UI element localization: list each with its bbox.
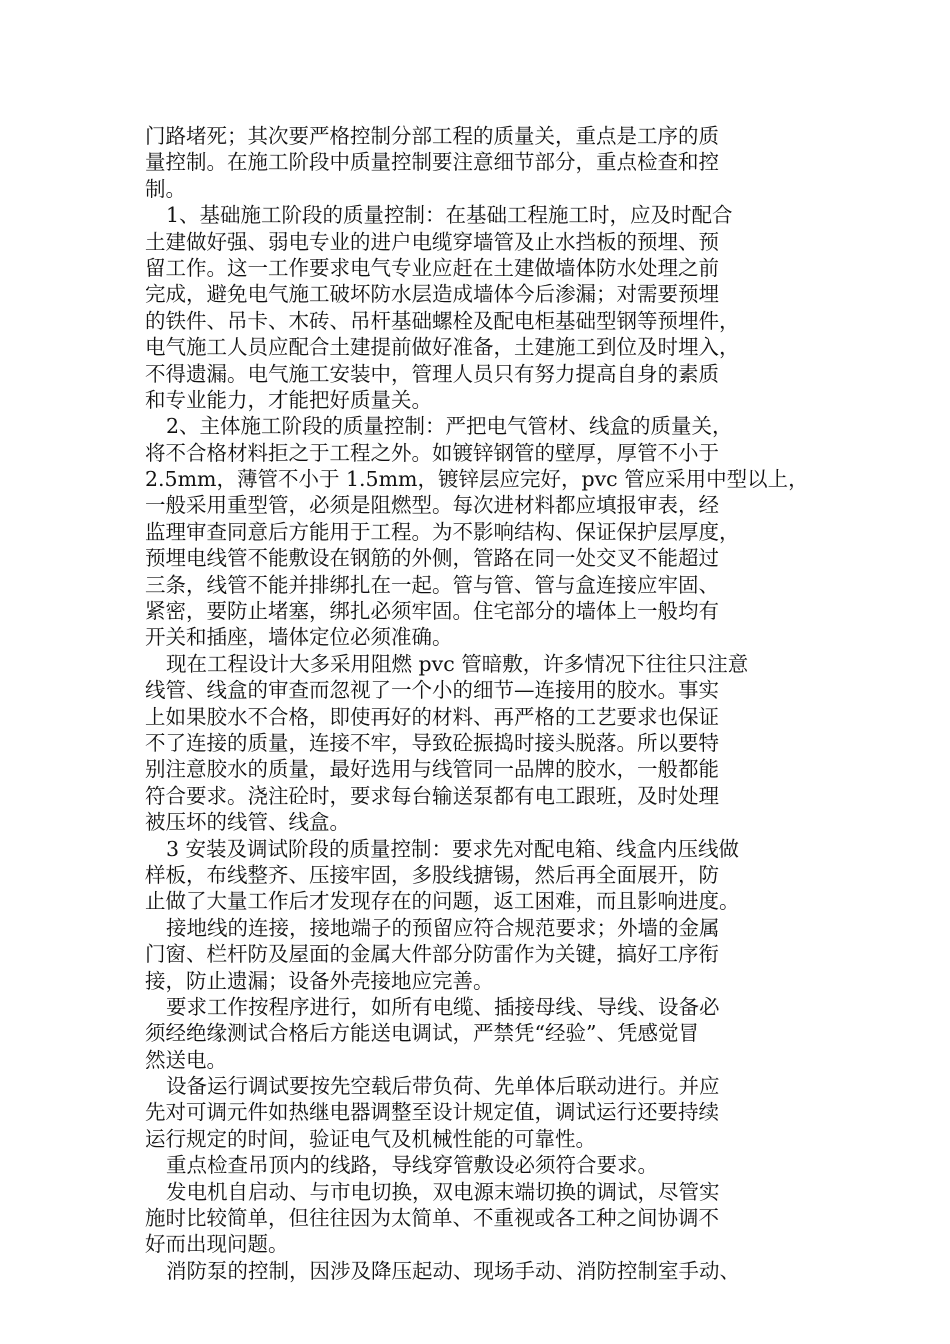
text-line: 止做了大量工作后才发现存在的问题，返工困难，而且影响进度。 [145,889,740,914]
text-line: 设备运行调试要按先空载后带负荷、先单体后联动进行。并应 [166,1074,720,1099]
text-line: 别注意胶水的质量，最好选用与线管同一品牌的胶水，一般都能 [145,757,719,782]
text-line: 监理审查同意后方能用于工程。为不影响结构、保证保护层厚度， [145,519,740,544]
text-line: 留工作。这一工作要求电气专业应赶在土建做墙体防水处理之前 [145,255,719,280]
text-line: 样板，布线整齐、压接牢固，多股线搪锡，然后再全面展开，防 [145,862,719,887]
text-line: 运行规定的时间，验证电气及机械性能的可靠性。 [145,1126,596,1151]
text-line: 先对可调元件如热继电器调整至设计规定值，调试运行还要持续 [145,1100,719,1125]
text-line: 施时比较简单，但往往因为太简单、不重视或各工种之间协调不 [145,1206,719,1231]
text-line: 完成，避免电气施工破坏防水层造成墙体今后渗漏；对需要预埋 [145,282,719,307]
text-line: 和专业能力，才能把好质量关。 [145,387,432,412]
text-line: 紧密，要防止堵塞，绑扎必须牢固。住宅部分的墙体上一般均有 [145,599,719,624]
text-line: 的铁件、吊卡、木砖、吊杆基础螺栓及配电柜基础型钢等预埋件， [145,308,740,333]
text-line: 预埋电线管不能敷设在钢筋的外侧，管路在同一处交叉不能超过 [145,546,719,571]
text-line: 土建做好强、弱电专业的进户电缆穿墙管及止水挡板的预埋、预 [145,229,719,254]
text-line: 3 安装及调试阶段的质量控制：要求先对配电箱、线盒内压线做 [166,836,740,861]
text-line: 电气施工人员应配合土建提前做好准备，土建施工到位及时埋入， [145,335,740,360]
text-line: 2、主体施工阶段的质量控制：严把电气管材、线盒的质量关， [166,414,733,439]
text-line: 不得遗漏。电气施工安装中，管理人员只有努力提高自身的素质 [145,361,719,386]
text-line: 须经绝缘测试合格后方能送电调试，严禁凭“经验”、凭感觉冒 [145,1021,699,1046]
text-line: 制。 [145,176,186,201]
text-line: 不了连接的质量，连接不牢，导致砼振捣时接头脱落。所以要特 [145,730,719,755]
text-line: 1、基础施工阶段的质量控制：在基础工程施工时，应及时配合 [166,203,733,228]
text-line: 2.5mm，薄管不小于 1.5mm，镀锌层应完好，pvc 管应采用中型以上， [145,467,809,492]
text-line: 接，防止遗漏；设备外壳接地应完善。 [145,968,494,993]
text-line: 门窗、栏杆防及屋面的金属大件部分防雷作为关键，搞好工序衔 [145,942,719,967]
text-line: 现在工程设计大多采用阻燃 pvc 管暗敷，许多情况下往往只注意 [166,651,749,676]
text-line: 门路堵死；其次要严格控制分部工程的质量关，重点是工序的质 [145,124,719,148]
text-line: 好而出现问题。 [145,1232,289,1257]
text-line: 上如果胶水不合格，即使再好的材料、再严格的工艺要求也保证 [145,704,719,729]
text-line: 要求工作按程序进行，如所有电缆、插接母线、导线、设备必 [166,994,720,1019]
text-line: 一般采用重型管，必须是阻燃型。每次进材料都应填报审表，经 [145,493,719,518]
text-line: 然送电。 [145,1047,227,1072]
text-line: 接地线的连接，接地端子的预留应符合规范要求；外墙的金属 [166,915,720,940]
text-line: 被压坏的线管、线盒。 [145,810,350,835]
text-line: 线管、线盒的审查而忽视了一个小的细节—连接用的胶水。事实 [145,678,719,703]
text-line: 量控制。在施工阶段中质量控制要注意细节部分，重点检查和控 [145,150,719,175]
text-line: 三条，线管不能并排绑扎在一起。管与管、管与盒连接应牢固、 [145,572,719,597]
text-line: 开关和插座，墙体定位必须准确。 [145,625,453,650]
text-line: 重点检查吊顶内的线路，导线穿管敷设必须符合要求。 [166,1153,658,1178]
text-line: 将不合格材料拒之于工程之外。如镀锌钢管的壁厚，厚管不小于 [145,440,719,465]
text-line: 符合要求。浇注砼时，要求每台输送泵都有电工跟班，及时处理 [145,783,719,808]
text-line: 消防泵的控制，因涉及降压起动、现场手动、消防控制室手动、 [166,1258,740,1283]
document-page [145,123,809,1284]
text-line: 发电机自启动、与市电切换，双电源末端切换的调试，尽管实 [166,1179,720,1204]
